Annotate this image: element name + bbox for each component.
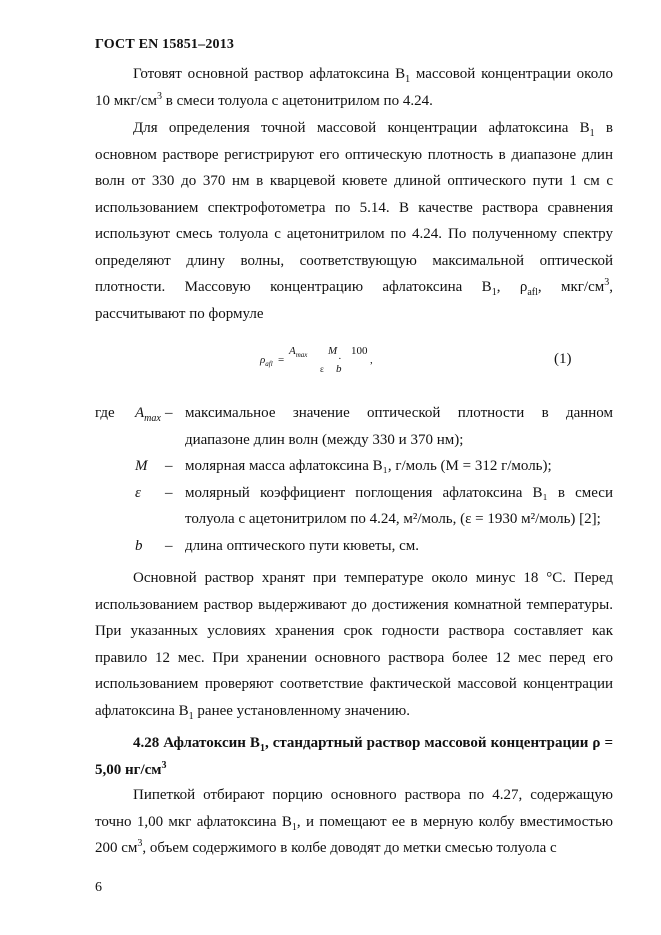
where-row	[95, 480, 613, 533]
legend-description: молярная масса афлатоксина B₁, г/моль (M = 312 г/моль);	[185, 458, 552, 474]
paragraph-text	[95, 782, 613, 862]
formula-1	[258, 341, 578, 381]
formula-hundred: 100	[351, 345, 368, 357]
paragraph-stock-solution	[95, 61, 613, 114]
legend-description: длина оптического пути кюветы, см.	[185, 537, 420, 554]
text-run: , и помещают ее в мерную колбу вместимостью 200 см	[95, 813, 613, 856]
legend-description: максимальное значение оптической плотности в данном диапазоне длин волн (между 330 и 370 нм);	[185, 405, 613, 448]
formula-symbol: A	[289, 345, 296, 357]
superscript: 3	[161, 759, 167, 771]
paragraph-standard-solution	[95, 782, 613, 862]
text-run: в смеси толуола с ацетонитрилом по 4.24.	[162, 92, 433, 109]
equation-number: (1)	[554, 351, 572, 367]
page-number: 6	[95, 880, 102, 895]
subscript: 1	[291, 821, 297, 833]
document-code-header: ГОСТ EN 15851–2013	[95, 37, 235, 52]
superscript: 3	[604, 277, 610, 288]
legend-symbol: M	[135, 458, 148, 474]
legend-symbol: ε	[135, 484, 141, 501]
text-run: , стандартный раствор массовой концентрации ρ = 5,00 нг/см	[95, 735, 614, 778]
text-run: в основном растворе регистрируют его оптическую плотность в диапазоне длин волн от 330 до 370 нм в кварцевой кювете длиной оптического пути 1 см с использованием спектрофотометра по 5.14. В качестве раствора сравнения используют смесь толуола с ацетонитрилом по 4.24. По полученному спектру определяют длину волны, соответствующую максимальной оптической плотности. Массовую концентрацию афлатоксина B	[95, 120, 613, 295]
formula-dot: ·	[338, 353, 342, 365]
legend-symbol	[135, 400, 161, 427]
paragraph-text	[95, 115, 613, 327]
formula-symbol: ρ	[260, 354, 266, 366]
section-heading-text	[95, 730, 613, 783]
subscript: 1	[589, 128, 595, 139]
formula-b: b	[336, 363, 342, 375]
text-run: Основной раствор хранят при температуре около минус 18 °С. Перед использованием раствор выдерживают до достижения комнатной температуры. При указанных условиях хранения срок годности раствора составляет как правило 12 мес. При хранении основного раствора более 12 мес перед его использованием проверяют соответствие фактической массовой концентрации афлатоксина B	[95, 570, 613, 719]
text-run: ранее установленному значению.	[193, 702, 410, 719]
legend-description: молярный коэффициент поглощения афлатоксина B₁ в смеси толуола с ацетонитрилом по 4.24, м²/моль, (ε = 1930 м²/моль) [2];	[185, 484, 613, 527]
subscript: 1	[188, 710, 194, 722]
formula-rho	[260, 354, 273, 369]
text-run: , мкг/см	[537, 279, 605, 295]
formula-subscript: max	[295, 351, 308, 360]
legend-dash: –	[165, 537, 173, 554]
superscript: 3	[157, 90, 162, 102]
text-run: Для определения точной массовой концентрации афлатоксина B	[133, 120, 590, 136]
legend-symbol-subscript: max	[144, 413, 161, 424]
where-row	[95, 533, 613, 560]
legend-dash: –	[165, 458, 173, 474]
paragraph-concentration-determination	[95, 115, 613, 327]
paragraph-text	[95, 61, 613, 114]
subscript: 1	[491, 287, 497, 298]
where-row	[95, 400, 613, 453]
formula-m: M	[328, 345, 338, 357]
legend-dash: –	[165, 405, 173, 421]
where-row	[95, 453, 613, 480]
text-run: , рассчитывают по формуле	[95, 279, 613, 322]
subscript: 1	[405, 74, 411, 85]
legend-symbol-text: A	[135, 405, 145, 421]
paragraph-text	[95, 565, 613, 724]
where-legend	[95, 400, 613, 559]
formula-comma: ,	[370, 354, 373, 366]
subscript: 1	[259, 743, 265, 754]
text-run: массовой концентрации около 10 мкг/см	[95, 66, 613, 109]
legend-symbol: b	[135, 537, 143, 554]
formula-equals: =	[278, 354, 285, 366]
text-run: Готовят основной раствор афлатоксина B	[133, 66, 406, 82]
where-label: где	[95, 405, 115, 421]
superscript: 3	[137, 838, 143, 849]
subscript: afl	[527, 287, 538, 298]
section-heading-4-28	[95, 730, 613, 783]
text-run: , объем содержимого в колбе доводят до метки смесью толуола с	[142, 840, 557, 856]
formula-subscript: afl	[265, 360, 273, 369]
formula-epsilon: ε	[320, 364, 324, 374]
text-run: Пипеткой отбирают порцию основного раствора по 4.27, содержащую точно 1,00 мкг афлатоксина B	[95, 787, 613, 830]
legend-dash: –	[165, 484, 173, 501]
text-run: , ρ	[496, 279, 528, 295]
formula-a-max	[289, 345, 308, 360]
paragraph-storage	[95, 565, 613, 724]
text-run: 4.28 Афлатоксин B	[133, 735, 260, 751]
